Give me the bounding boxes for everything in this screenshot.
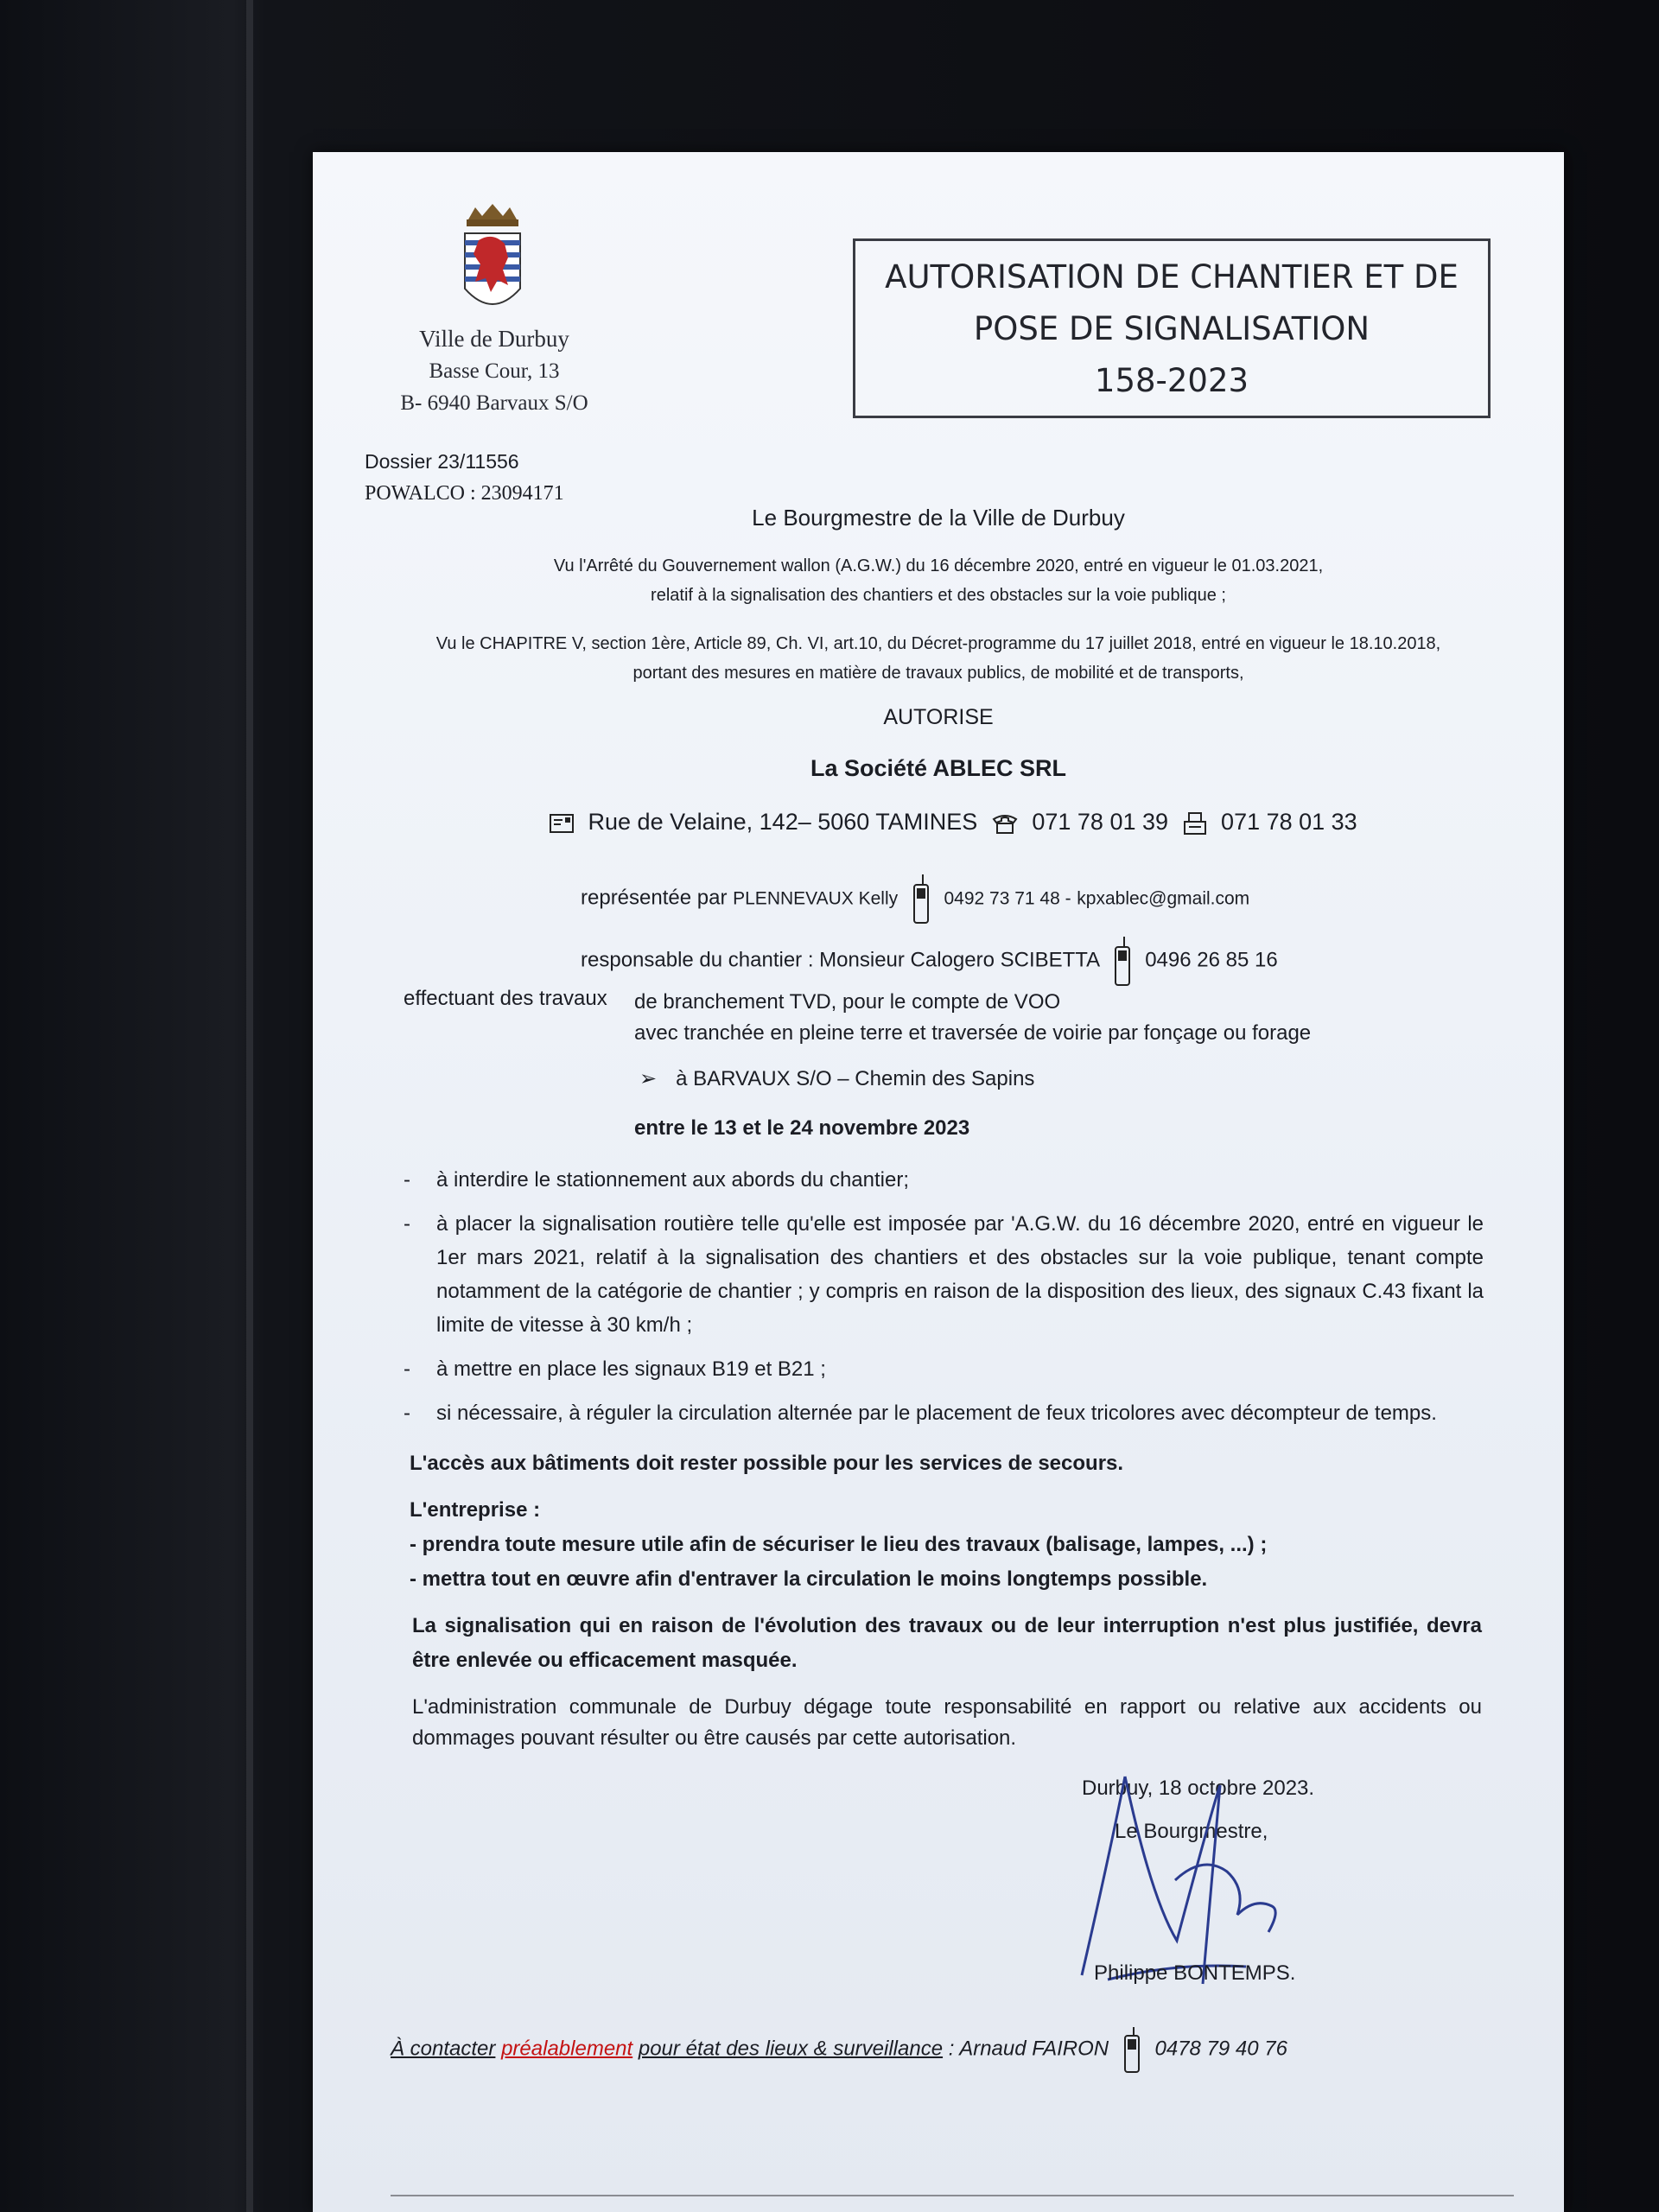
autorise-heading: AUTORISE	[883, 705, 994, 729]
mobile-phone-icon	[1112, 935, 1133, 987]
rep-label: représentée par	[581, 886, 728, 910]
decree-2-line-1: Vu le CHAPITRE V, section 1ère, Article 89, Ch. VI, art.10, du Décret-programme du 17 juillet 2018, entré en vigueur le 18.10.2018,	[435, 634, 1441, 653]
liability-note: L'administration communale de Durbuy dégage toute responsabilité en rapport ou relative aux accidents ou dommages pouvant résulter ou être causés par cette autorisation.	[412, 1695, 1482, 1750]
obligation-2: - mettra tout en œuvre afin d'entraver la circulation le moins longtemps possible.	[410, 1567, 1208, 1591]
company-name: La Société ABLEC SRL	[810, 755, 1067, 781]
decree-2-line-2: portant des mesures en matière de travaux publics, de mobilité et de transports,	[632, 664, 1244, 683]
sender-address	[365, 323, 624, 419]
list-item-text: à mettre en place les signaux B19 et B21 ;	[436, 1357, 826, 1381]
company-phone: 071 78 01 39	[1032, 809, 1169, 835]
contact-prefix: À contacter	[391, 2037, 496, 2061]
mayor-line: Le Bourgmestre de la Ville de Durbuy	[752, 505, 1125, 531]
contact-person: Arnaud FAIRON	[959, 2037, 1109, 2061]
decree-2	[313, 629, 1564, 688]
frame-edge	[246, 0, 253, 2212]
decree-1-line-1: Vu l'Arrêté du Gouvernement wallon (A.G.W.) du 16 décembre 2020, entré en vigueur le 01.03.2021,	[553, 556, 1324, 575]
contact-line	[391, 2025, 1287, 2074]
resp-phone: 0496 26 85 16	[1145, 948, 1278, 972]
footer-divider	[391, 2195, 1514, 2196]
crest-icon	[460, 202, 525, 323]
work-location	[639, 1066, 1034, 1091]
decree-1-line-2: relatif à la signalisation des chantiers et des obstacles sur la voie publique ;	[651, 586, 1226, 605]
representative-row	[581, 873, 1249, 925]
street-line: Basse Cour, 13	[429, 359, 560, 383]
list-item-text: à interdire le stationnement aux abords du chantier;	[436, 1168, 909, 1192]
company-fax: 071 78 01 33	[1221, 809, 1357, 835]
rep-phone: 0492 73 71 48 -	[944, 888, 1071, 909]
fax-icon	[1182, 811, 1208, 836]
dossier-block	[365, 446, 564, 510]
list-item: - à interdire le stationnement aux abords du chantier;	[404, 1163, 1484, 1197]
city-name: Ville de Durbuy	[419, 326, 569, 352]
contact-separator: :	[948, 2037, 955, 2061]
contact-phone: 0478 79 40 76	[1154, 2037, 1287, 2061]
signature-date: Durbuy, 18 octobre 2023.	[1082, 1777, 1315, 1800]
postcode-line: B- 6940 Barvaux S/O	[400, 391, 588, 415]
phone-icon	[991, 812, 1019, 835]
list-item: - à placer la signalisation routière telle qu'elle est imposée par 'A.G.W. du 16 décembre 2020, entré en vigueur le 1er mars 2021, relatif à la signalisation des chantiers et des obstacles sur la voie publique, tenant compte notamment de la catégorie de chantier ; y compris en raison de la disposition des lieux, des signaux C.43 fixant la limite de vitesse à 30 km/h ;	[404, 1207, 1484, 1342]
contact-purpose: pour état des lieux & surveillance	[638, 2037, 944, 2061]
mobile-phone-icon	[1122, 2025, 1142, 2074]
list-item: - à mettre en place les signaux B19 et B21 ;	[404, 1352, 1484, 1386]
access-note: L'accès aux bâtiments doit rester possible pour les services de secours.	[410, 1452, 1124, 1475]
list-item-text: si nécessaire, à réguler la circulation alternée par le placement de feux tricolores avec décompteur de temps.	[436, 1402, 1437, 1425]
resp-label: responsable du chantier : Monsieur Calogero SCIBETTA	[581, 948, 1099, 972]
site-manager-row	[581, 935, 1278, 987]
conditions-list	[404, 1163, 1484, 1440]
obligations-heading: L'entreprise :	[410, 1498, 541, 1522]
decree-1	[313, 551, 1564, 610]
dossier-number: Dossier 23/11556	[365, 450, 519, 473]
list-item-text: à placer la signalisation routière telle qu'elle est imposée par 'A.G.W. du 16 décembre 2020, entré en vigueur le 1er mars 2021, relatif à la signalisation des chantiers et des obstacles sur la voie publique, tenant compte notamment de la catégorie de chantier ; y compris en raison de la disposition des lieux, des signaux C.43 fixant la limite de vitesse à 30 km/h ;	[436, 1212, 1484, 1337]
title-line-2: POSE DE SIGNALISATION	[973, 310, 1370, 347]
signatory-name: Philippe BONTEMPS.	[1094, 1961, 1296, 1985]
document-page	[313, 152, 1564, 2212]
work-description	[634, 987, 1311, 1049]
title-number: 158-2023	[1094, 362, 1249, 399]
contact-emphasis: préalablement	[501, 2037, 633, 2061]
work-label: effectuant des travaux	[404, 987, 607, 1010]
title-line-1: AUTORISATION DE CHANTIER ET DE	[885, 258, 1459, 296]
address-icon	[549, 812, 575, 835]
rep-email: kpxablec@gmail.com	[1077, 888, 1250, 909]
company-contact-row	[542, 809, 1357, 836]
work-dates: entre le 13 et le 24 novembre 2023	[634, 1116, 970, 1140]
work-line-1: de branchement TVD, pour le compte de VOO	[634, 990, 1061, 1014]
list-item: - si nécessaire, à réguler la circulation alternée par le placement de feux tricolores avec décompteur de temps.	[404, 1396, 1484, 1430]
signal-removal-note: La signalisation qui en raison de l'évolution des travaux ou de leur interruption n'est plus justifiée, devra être enlevée ou efficacement masquée.	[412, 1614, 1482, 1672]
mobile-phone-icon	[911, 873, 931, 925]
obligation-1: - prendra toute mesure utile afin de sécuriser le lieu des travaux (balisage, lampes, ...) ;	[410, 1533, 1268, 1556]
rep-name: PLENNEVAUX Kelly	[733, 888, 899, 909]
title-box	[853, 238, 1491, 418]
company-obligations	[410, 1493, 1267, 1597]
powalco-number: POWALCO : 23094171	[365, 482, 564, 505]
work-line-2: avec tranchée en pleine terre et traversée de voirie par fonçage ou forage	[634, 1021, 1312, 1045]
company-address: Rue de Velaine, 142– 5060 TAMINES	[588, 809, 978, 835]
location-text: à BARVAUX S/O – Chemin des Sapins	[676, 1067, 1035, 1090]
arrow-bullet-icon: ➢	[639, 1067, 658, 1090]
signature-role: Le Bourgmestre,	[1115, 1820, 1268, 1843]
